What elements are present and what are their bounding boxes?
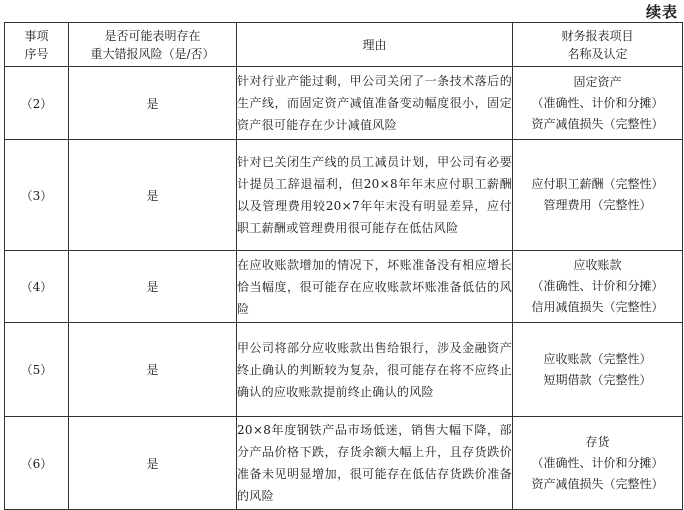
row-item-line: 应付职工薪酬（完整性） (531, 177, 664, 191)
row-seq: （4） (5, 251, 69, 323)
header-item-line-2: 名称及认定 (567, 46, 628, 61)
header-risk-line-1: 是否可能表明存在 (104, 28, 201, 43)
row-item-line: 应收账款 (573, 258, 622, 272)
table-row (5, 417, 683, 510)
row-seq: （6） (5, 417, 69, 510)
row-item-line: 固定资产 (573, 74, 622, 89)
row-items (513, 417, 683, 510)
row-items (513, 251, 683, 323)
row-item-line: （准确性、计价和分摊） (531, 455, 664, 470)
row-reason: 20×8年度钢铁产品市场低迷，销售大幅下降，部分产品价格下跌，存货余额大幅上升，且存货跌价准备未见明显增加，很可能存在低估存货跌价准备的风险 (237, 417, 513, 510)
row-reason: 针对行业产能过剩，甲公司关闭了一条技术落后的生产线，而固定资产减值准备变动幅度很小，固定资产很可能存在少计减值风险 (237, 67, 513, 140)
row-item-line: 资产减值损失（完整性） (531, 116, 664, 131)
continued-table-label: 续表 (645, 3, 678, 21)
header-seq (5, 23, 69, 67)
row-seq: （2） (5, 67, 69, 140)
header-reason: 理由 (237, 23, 513, 67)
row-items (513, 140, 683, 251)
header-risk-line-2: 重大错报风险（是/否） (90, 46, 215, 61)
audit-risk-table (4, 22, 683, 510)
table-header-row (5, 23, 683, 67)
table-row (5, 67, 683, 140)
row-item-line: 短期借款（完整性） (543, 372, 652, 387)
table-row (5, 251, 683, 323)
header-seq-line-2: 序号 (24, 46, 49, 61)
table-row (5, 323, 683, 417)
row-item-line: 信用减值损失（完整性） (531, 300, 664, 314)
row-risk: 是 (69, 323, 237, 417)
row-item-line: （准确性、计价和分摊） (531, 95, 664, 110)
row-risk: 是 (69, 251, 237, 323)
row-seq: （5） (5, 323, 69, 417)
row-reason: 甲公司将部分应收账款出售给银行，涉及金融资产终止确认的判断较为复杂，很可能存在将不应终止确认的应收账款提前终止确认的风险 (237, 323, 513, 417)
row-items (513, 323, 683, 417)
row-seq: （3） (5, 140, 69, 251)
header-risk (69, 23, 237, 67)
header-item-line-1: 财务报表项目 (561, 28, 634, 43)
row-item-line: 应收账款（完整性） (543, 351, 652, 366)
row-risk: 是 (69, 417, 237, 510)
row-item-line: 管理费用（完整性） (543, 198, 652, 212)
row-risk: 是 (69, 67, 237, 140)
row-reason: 针对已关闭生产线的员工减员计划，甲公司有必要计提员工辞退福利，但20×8年年末应付职工薪酬以及管理费用较20×7年年末没有明显差异，应付职工薪酬或管理费用很可能存在低估风险 (237, 140, 513, 251)
row-items (513, 67, 683, 140)
row-risk: 是 (69, 140, 237, 251)
header-item (513, 23, 683, 67)
row-item-line: 存货 (585, 434, 610, 449)
header-seq-line-1: 事项 (24, 28, 49, 43)
row-item-line: 资产减值损失（完整性） (531, 476, 664, 491)
table-row (5, 140, 683, 251)
row-reason: 在应收账款增加的情况下，坏账准备没有相应增长恰当幅度，很可能存在应收账款坏账准备低估的风险 (237, 251, 513, 323)
row-item-line: （准确性、计价和分摊） (531, 279, 664, 293)
